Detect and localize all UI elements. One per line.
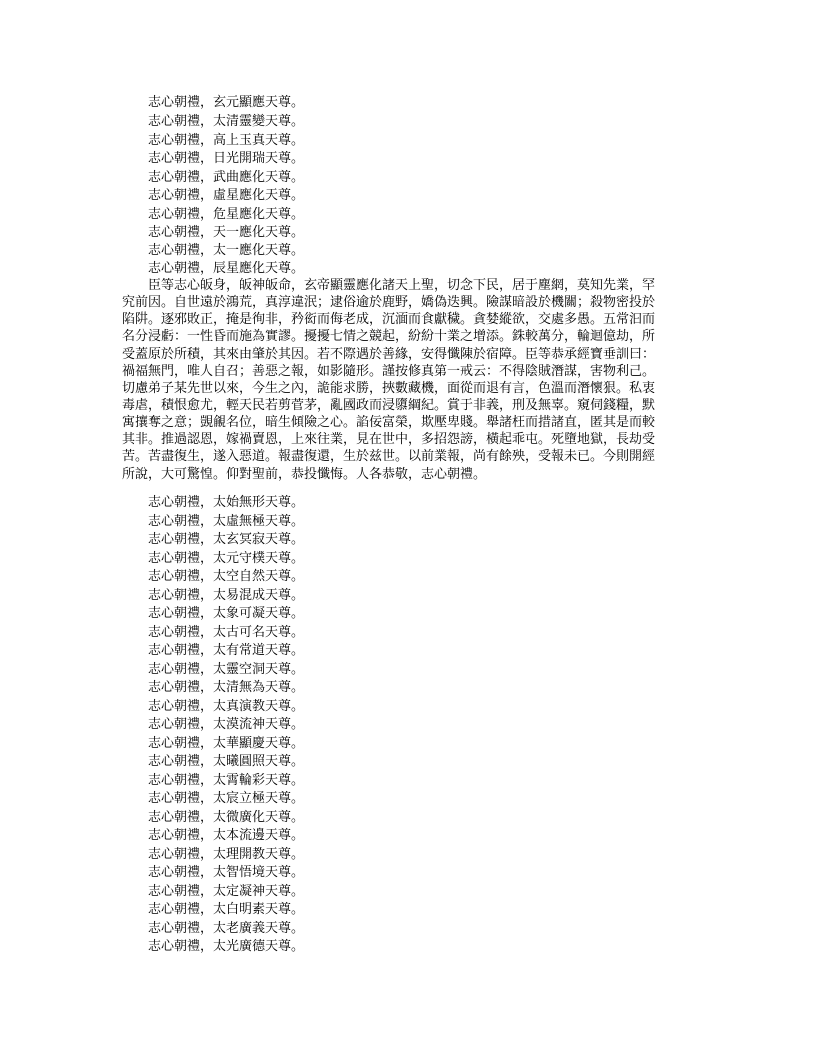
paragraph-line: 所說，大可驚惶。仰對聖前，恭投懺悔。人各恭敬，志心朝禮。	[122, 466, 487, 482]
paragraph-line: 其非。推過認恩，嫁禍賣恩，上來往業，見在世中，多招怨謗，橫起乖屯。死墮地獄，長劫受	[122, 432, 656, 448]
invocation-line: 志心朝禮，辰星應化天尊。	[148, 261, 305, 276]
invocation-line: 志心朝禮，太華顯慶天尊。	[148, 736, 305, 751]
invocation-line: 志心朝禮，太曦圓照天尊。	[148, 754, 305, 769]
paragraph-line: 究前因。自世遠於鴻荒，真淳違泯；逮俗逾於鹿野，嬌偽迭興。險謀暗設於機關；殺物密投於	[122, 295, 656, 311]
invocation-line: 志心朝禮，太宸立極天尊。	[148, 791, 305, 806]
invocation-line: 志心朝禮，武曲應化天尊。	[148, 170, 305, 185]
paragraph-line: 毒虐，積恨愈尤，輕天民若剪菅茅，亂國政而浸隳綱紀。賞于非義，刑及無辜。窺伺錢糧，默	[122, 397, 656, 413]
invocation-line: 志心朝禮，玄元顯應天尊。	[148, 95, 305, 110]
invocation-line: 志心朝禮，虛星應化天尊。	[148, 188, 305, 203]
paragraph-line: 受蓋原於所積，其來由肇於其因。若不際遇於善緣，安得懺陳於宿障。臣等恭承經寶垂訓曰：	[122, 346, 656, 362]
paragraph-line: 切慮弟子某先世以來，今生之內，詭能求勝，挾數藏機，面從而退有言，色溫而潛懷狠。私衷	[122, 380, 656, 396]
invocation-line: 志心朝禮，天一應化天尊。	[148, 225, 305, 240]
invocation-line: 志心朝禮，太元守樸天尊。	[148, 551, 305, 566]
invocation-line: 志心朝禮，太清靈變天尊。	[148, 114, 305, 129]
invocation-line: 志心朝禮，太靈空洞天尊。	[148, 662, 305, 677]
invocation-line: 志心朝禮，太始無形天尊。	[148, 495, 305, 510]
invocation-line: 志心朝禮，太光廣德天尊。	[148, 939, 305, 954]
invocation-line: 志心朝禮，太霄輪彩天尊。	[148, 773, 305, 788]
invocation-line: 志心朝禮，太真演教天尊。	[148, 699, 305, 714]
invocation-line: 志心朝禮，太微廣化天尊。	[148, 810, 305, 825]
invocation-line: 志心朝禮，太清無為天尊。	[148, 680, 305, 695]
invocation-line: 志心朝禮，高上玉真天尊。	[148, 133, 305, 148]
invocation-line: 志心朝禮，太漠流神天尊。	[148, 717, 305, 732]
invocation-line: 志心朝禮，太有常道天尊。	[148, 643, 305, 658]
invocation-line: 志心朝禮，太白明素天尊。	[148, 902, 305, 917]
invocation-line: 志心朝禮，太定凝神天尊。	[148, 884, 305, 899]
invocation-line: 志心朝禮，太古可名天尊。	[148, 625, 305, 640]
invocation-line: 志心朝禮，太空自然天尊。	[148, 569, 305, 584]
paragraph-line: 臣等志心皈身，皈神皈命，玄帝顯靈應化諸天上聖，切念下民，居于塵網，莫知先業，罕	[148, 278, 656, 293]
confession-paragraph	[122, 277, 683, 483]
paragraph-line: 寓攘奪之意；覬覦名位，暗生傾險之心。諂佞富榮，欺壓卑賤。舉諸枉而措諸直，匿其是而較	[122, 415, 656, 431]
invocation-line: 志心朝禮，太易混成天尊。	[148, 588, 305, 603]
invocation-line: 志心朝禮，太一應化天尊。	[148, 243, 305, 258]
paragraph-line: 禍福無門，唯人自召；善惡之報，如影隨形。謹按修真第一戒云：不得陰賊潛謀，害物利己。	[122, 363, 656, 379]
invocation-line: 志心朝禮，日光開瑞天尊。	[148, 151, 305, 166]
paragraph-line: 陷阱。逐邪敗正，掩是徇非，矜衒而侮老成，沉湎而食獻穢。貪婪縱欲，交處多愚。五常汩而	[122, 312, 656, 328]
invocation-line: 志心朝禮，太象可凝天尊。	[148, 606, 305, 621]
invocation-line: 志心朝禮，太玄冥寂天尊。	[148, 532, 305, 547]
invocation-line: 志心朝禮，太老廣義天尊。	[148, 921, 305, 936]
paragraph-line: 苦。苦盡復生，遂入惡道。報盡復還，生於兹世。以前業報，尚有餘殃，受報未已。今則開經	[122, 449, 656, 465]
invocation-line: 志心朝禮，太虛無極天尊。	[148, 514, 305, 529]
invocation-line: 志心朝禮，危星應化天尊。	[148, 207, 305, 222]
invocation-line: 志心朝禮，太本流邊天尊。	[148, 828, 305, 843]
invocation-line: 志心朝禮，太理開教天尊。	[148, 847, 305, 862]
invocation-line: 志心朝禮，太智悟境天尊。	[148, 865, 305, 880]
paragraph-line: 名分浸虧：一性昏而施為實謬。擾擾七情之競起，紛紛十業之增添。銖較萬分，輪迴億劫，所	[122, 329, 656, 345]
